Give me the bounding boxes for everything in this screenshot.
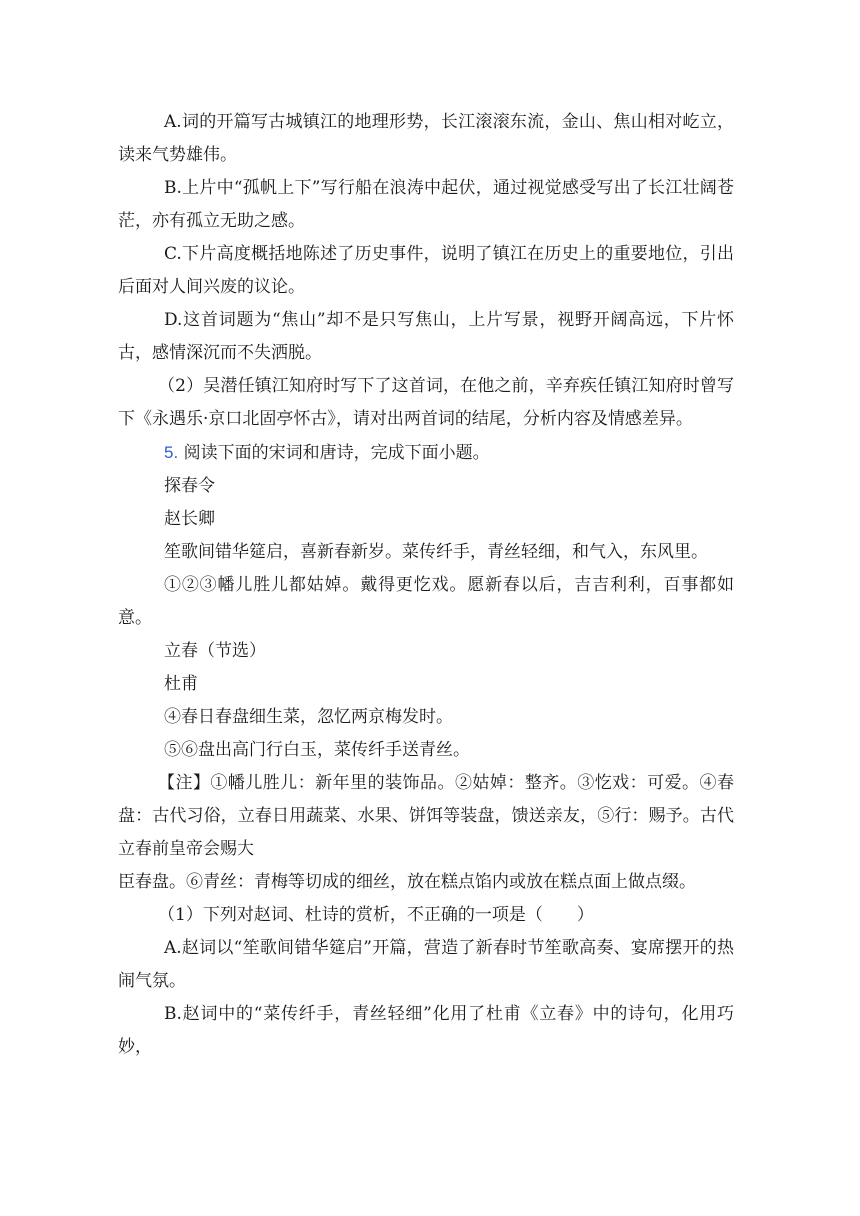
sub-question-2: （2）吴潜任镇江知府时写下了这首词，在他之前，辛弃疾任镇江知府时曾写下《永遇乐·京口北固亭怀古》，请对出两首词的结尾，分析内容及情感差异。 — [118, 376, 734, 429]
poem-2-line-1: ④春日春盘细生菜，忽忆两京梅发时。 — [164, 707, 453, 727]
poem-1-line-1: 笙歌间错华筵启，喜新春新岁。菜传纤手，青丝轻细，和气入，东风里。 — [164, 542, 708, 562]
poem-1-author: 赵长卿 — [164, 509, 215, 529]
question-5-text: 阅读下面的宋词和唐诗，完成下面小题。 — [183, 443, 490, 463]
option-d-1: D.这首词题为“焦山”却不是只写焦山，上片写景，视野开阔高远，下片怀古，感情深沉而不失洒脱。 — [118, 310, 734, 363]
option-a-1: A.词的开篇写古城镇江的地理形势，长江滚滚东流，金山、焦山相对屹立，读来气势雄伟。 — [118, 112, 734, 165]
document-page — [118, 106, 734, 1064]
question-number: 5. — [164, 443, 179, 462]
poem-2-title: 立春（节选） — [164, 641, 266, 661]
option-c-1: C.下片高度概括地陈述了历史事件，说明了镇江在历史上的重要地位，引出后面对人间兴废的议论。 — [118, 244, 734, 297]
sub-question-1: （1）下列对赵词、杜诗的赏析，不正确的一项是（ ） — [158, 905, 594, 925]
note-1: 【注】①幡儿胜儿：新年里的装饰品。②姑婥：整齐。③忔戏：可爱。④春盘：古代习俗，立春日用蔬菜、水果、饼饵等装盘，馈送亲友，⑤行：赐予。古代立春前皇帝会赐大 — [118, 773, 734, 859]
option-a-2: A.赵词以“笙歌间错华筵启”开篇，营造了新春时节笙歌高奏、宴席摆开的热闹气氛。 — [118, 938, 734, 991]
poem-2-author: 杜甫 — [164, 674, 198, 694]
poem-2-line-2: ⑤⑥盘出高门行白玉，菜传纤手送青丝。 — [164, 740, 470, 760]
option-b-2: B.赵词中的“菜传纤手，青丝轻细”化用了杜甫《立春》中的诗句，化用巧妙， — [118, 1004, 734, 1057]
poem-1-title: 探春令 — [164, 476, 215, 496]
note-2: 臣春盘。⑥青丝：青梅等切成的细丝，放在糕点馅内或放在糕点面上做点缀。 — [118, 872, 696, 892]
option-b-1: B.上片中“孤帆上下”写行船在浪涛中起伏，通过视觉感受写出了长江壮阔苍茫，亦有孤立无助之感。 — [118, 178, 734, 231]
question-5 — [118, 436, 734, 470]
poem-1-line-2: ①②③幡儿胜儿都姑婥。戴得更忔戏。愿新春以后，吉吉利利，百事都如意。 — [118, 575, 734, 628]
